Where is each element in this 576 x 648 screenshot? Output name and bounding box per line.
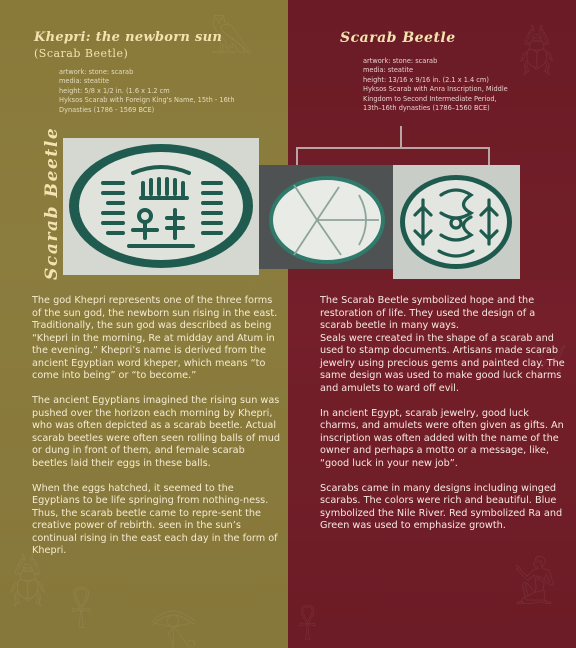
vertical-title: Scarab Beetle [42, 126, 62, 280]
left-title: Khepri: the newborn sun [34, 30, 223, 45]
decoration-glyph: 𓂀 [150, 604, 198, 648]
connector-line [488, 147, 490, 167]
connector-line [296, 147, 490, 149]
meta-line: media: steatite [363, 66, 414, 75]
meta-line: media: steatite [59, 77, 110, 86]
left-subtitle: (Scarab Beetle) [34, 47, 129, 60]
paragraph: In ancient Egypt, scarab jewelry, good luck charms, and amulets were often given as gifts. An inscription was often added with the name of the owner and perhaps a motto or a message, like, “good luck in your new job”. [320, 407, 564, 469]
scarab-seal-drawing-1 [63, 138, 259, 275]
meta-line: Hyksos Scarab with Anra Inscription, Middle [363, 85, 508, 94]
decoration-glyph: 𓀀 [513, 560, 557, 616]
scarab-seal-drawing-3 [393, 165, 520, 279]
scarab-seal-image-1 [63, 138, 259, 275]
right-body-text [320, 295, 565, 545]
scarab-seal-image-3 [393, 165, 520, 279]
right-title: Scarab Beetle [340, 30, 456, 46]
paragraph: Scarabs came in many designs including winged scarabs. The colors were rich and beautiful. Blue symbolized the Nile River. Red symbolized Ra and Green was used to emphasize growth. [320, 482, 563, 531]
scarab-beetle-image-2 [259, 165, 393, 269]
paragraph: The ancient Egyptians imagined the rising sun was pushed over the horizon each morning by Khepri, who was often depicted as a scarab beetle. Actual scarab beetles were often seen rolling balls of mud or dung in front of them, and female scarab beetles laid their eggs in these balls. [32, 395, 281, 469]
connector-line [400, 126, 402, 148]
scarab-beetle-drawing-2 [259, 165, 393, 269]
decoration-glyph: 𓋹 [70, 591, 93, 637]
paragraph: The god Khepri represents one of the three forms of the sun god, the newborn sun rising in the east. Traditionally, the sun god was described as being “Khepri in the morning, Re at midday and Atum in the evening.” Khepri’s name is derived from the ancient Egyptian word kheper, which means “to come into being” or “to become.” [32, 295, 278, 381]
meta-line: artwork: stone: scarab [59, 68, 134, 76]
meta-line: Kingdom to Second Intermediate Period, [363, 94, 497, 103]
meta-line: artwork: stone: scarab [363, 57, 438, 65]
decoration-glyph: 𓆣 [518, 27, 556, 76]
left-body-text [32, 295, 280, 570]
paragraph: The Scarab Beetle symbolized hope and the restoration of life. They used the design of a scarab beetle in many ways. Seals were created in the shape of a scarab and used to stamp documents. Artisans made scarab jewelry using precious gems and painted clay. The same design was used to make good luck charms and amulets to ward off evil. [320, 295, 565, 394]
meta-line: Dynasties (1786 - 1569 BCE) [59, 105, 155, 114]
decoration-glyph: 𓃾 [533, 347, 568, 398]
decoration-glyph: 𓋹 [298, 608, 317, 648]
meta-line: height: 5/8 x 1/2 in. (1.6 x 1.2 cm [59, 86, 170, 95]
left-artwork-meta [59, 68, 235, 115]
meta-line: 13th–16th dynasties (1786–1560 BCE) [363, 104, 490, 113]
meta-line: height: 13/16 x 9/16 in. (2.1 x 1.4 cm) [363, 75, 489, 84]
connector-line [296, 147, 298, 167]
right-artwork-meta [363, 57, 508, 113]
meta-line: Hyksos Scarab with Foreign King's Name, 15th - 16th [59, 96, 235, 105]
decoration-glyph: 𓆣 [8, 557, 48, 608]
decoration-glyph: 𓅓 [210, 18, 253, 62]
paragraph: When the eggs hatched, it seemed to the Egyptians to be life springing from nothing-ness. Thus, the scarab beetle came to repre-sent the creative power of rebirth. seen in the sun’s continual rising in the east each day in the form of Khepri. [32, 482, 278, 556]
